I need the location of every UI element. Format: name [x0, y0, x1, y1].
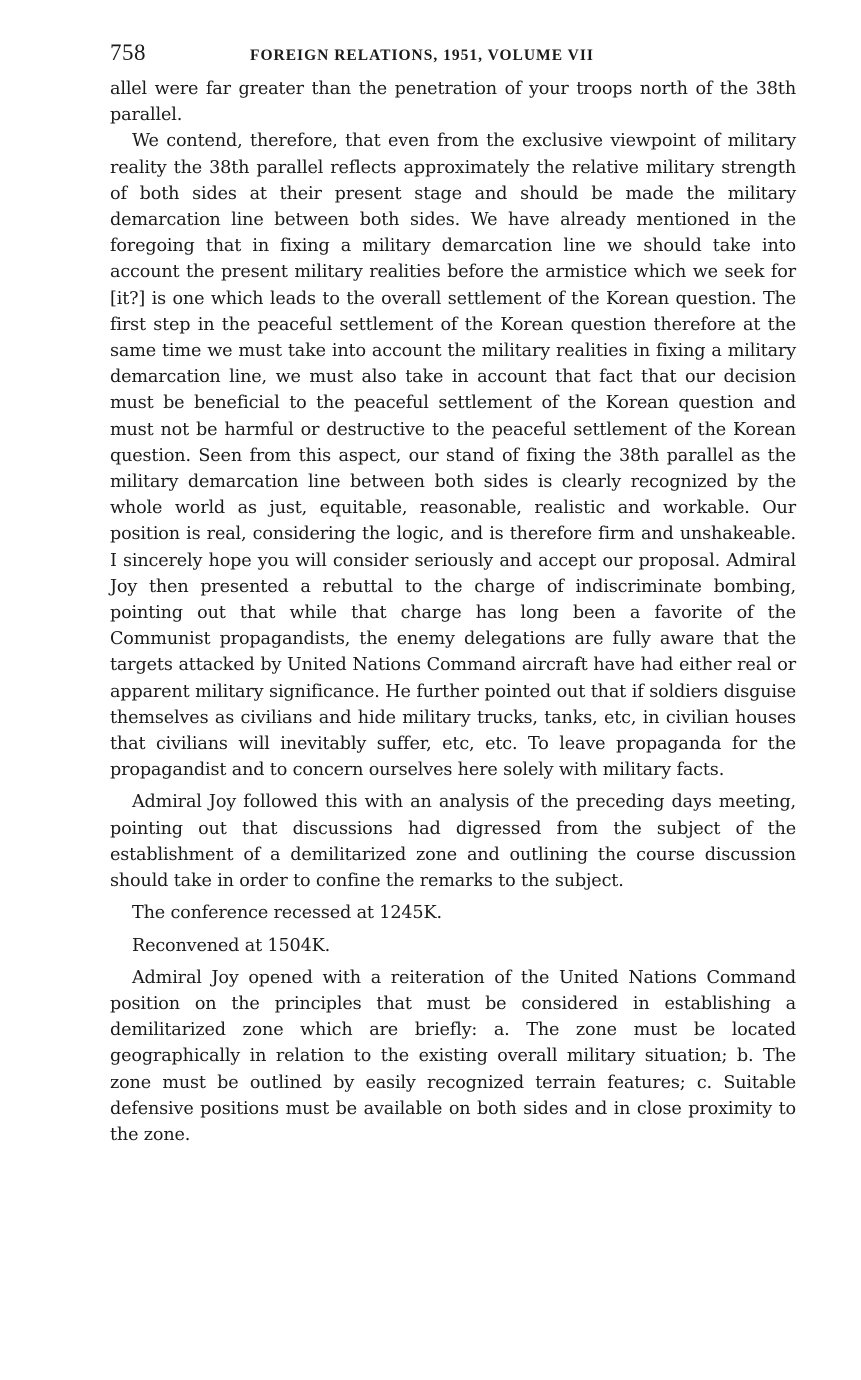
document-page — [110, 40, 796, 1148]
paragraph-continuation: allel were far greater than the penetration of your troops north of the 38th parallel. — [110, 79, 796, 126]
body-text — [110, 76, 796, 1148]
paragraph-principles: Admiral Joy opened with a reiteration of the United Nations Command position on the principles that must be considered in establishing a demilitarized zone which are briefly: a. The zone must be located geographically in relation to the existing overall military situation; b. The zone must be outlined by easily recognized terrain features; c. Suitable defensive positions must be available on both sides and in close proximity to the zone. — [110, 967, 796, 1145]
paragraph-recess: The conference recessed at 1245K. — [132, 903, 442, 924]
running-head: FOREIGN RELATIONS, 1951, VOLUME VII — [250, 47, 594, 64]
page-header — [110, 40, 796, 76]
paragraph-proposal: We contend, therefore, that even from the exclusive viewpoint of military reality the 38th parallel reflects approximately the relative military strength of both sides at their present stage and should be made the military demarcation line between both sides. We have already mentioned in the foregoing that in fixing a military demarcation line we should take into account the present military realities before the armistice which we seek for [it?] is one which leads to the overall settlement of the Korean question. The first step in the peaceful settlement of the Korean question therefore at the same time we must take into account the military realities in fixing a military demarcation line, we must also take in account that fact that our decision must be beneficial to the peaceful settlement of the Korean question and must not be harmful or destructive to the peaceful settlement of the Korean question. Seen from this aspect, our stand of fixing the 38th parallel as the military demarcation line between both sides is clearly recognized by the whole world as just, equitable, reasonable, realistic and workable. Our position is real, considering the logic, and is therefore firm and unshakeable. I sincerely hope you will consider seriously and accept our proposal. Admiral Joy then presented a rebuttal to the charge of indiscriminate bombing, pointing out that while that charge has long been a favorite of the Communist propagandists, the enemy delegations are fully aware that the targets attacked by United Nations Command aircraft have had either real or apparent military significance. He further pointed out that if soldiers disguise themselves as civilians and hide military trucks, tanks, etc, in civilian houses that civilians will inevitably suffer, etc, etc. To leave propaganda for the propagandist and to concern ourselves here solely with military facts. — [110, 131, 796, 781]
paragraph-analysis: Admiral Joy followed this with an analysis of the preceding days meeting, pointing out that discussions had digressed from the subject of the establishment of a demilitarized zone and outlining the course discussion should take in order to confine the remarks to the subject. — [110, 792, 796, 892]
page-number: 758 — [110, 40, 146, 65]
paragraph-reconvene: Reconvened at 1504K. — [132, 935, 331, 956]
